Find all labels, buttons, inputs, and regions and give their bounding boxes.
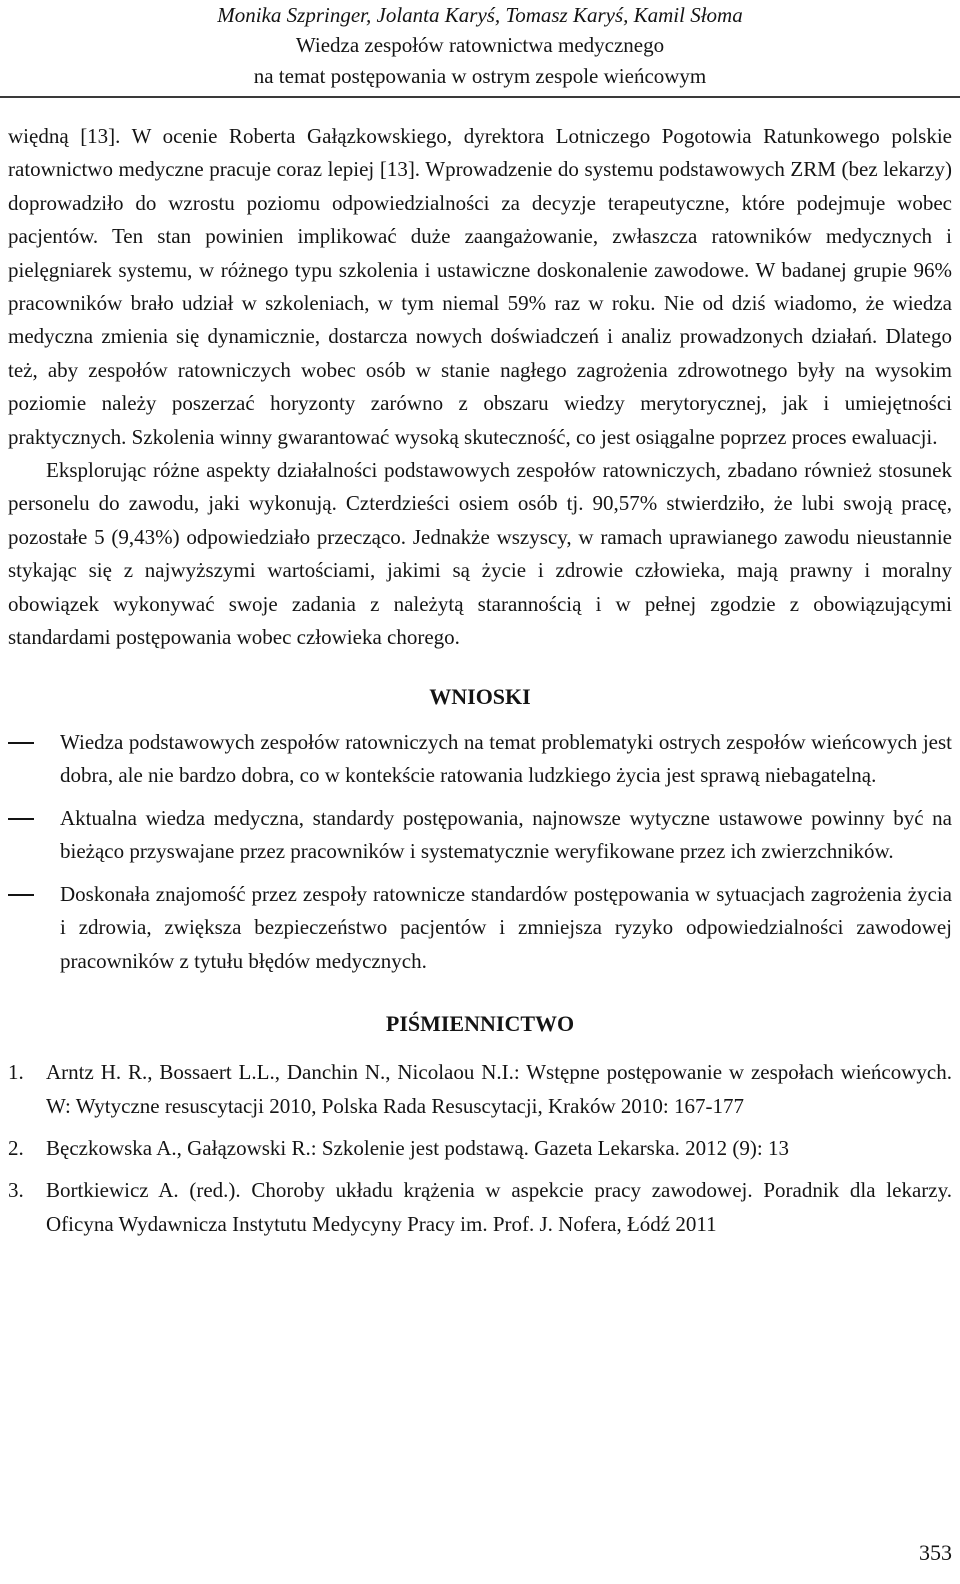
dash-bullet-icon xyxy=(8,742,34,744)
conclusions-list xyxy=(8,726,952,979)
reference-text: Arntz H. R., Bossaert L.L., Danchin N., Nicolaou N.I.: Wstępne postępowanie w zespołach wieńcowych. W: Wytyczne resuscytacji 2010, Polska Rada Resuscytacji, Kraków 2010: 167-177 xyxy=(46,1060,952,1118)
conclusion-text: Wiedza podstawowych zespołów ratowniczych na temat problematyki ostrych zespołów wieńcowych jest dobra, ale nie bardzo dobra, co w kontekście ratowania ludzkiego życia jest sprawą niebagatelną. xyxy=(60,729,952,787)
page-number: 353 xyxy=(919,1540,952,1565)
conclusion-item xyxy=(8,878,952,979)
body-paragraph-2: Eksplorując różne aspekty działalności podstawowych zespołów ratowniczych, zbadano również stosunek personelu do zawodu, jaki wykonują. Czterdzieści osiem osób tj. 90,57% stwierdziło, że lubi swoją pracę, pozostałe 5 (9,43%) odpowiedziało przecząco. Jednakże wszyscy, w ramach uprawianego zawodu nieustannie stykając się z najwyższymi wartościami, jakimi są życie i zdrowie człowieka, mają prawny i moralny obowiązek wykonywać swoje zadania z należytą starannością i w pełnej zgodzie z obowiązującymi standardami postępowania wobec człowieka chorego. xyxy=(8,458,952,650)
running-header xyxy=(0,0,960,92)
header-title-line-1: Wiedza zespołów ratownictwa medycznego xyxy=(295,33,665,57)
reference-item xyxy=(8,1055,952,1123)
body-paragraph-1: więdną [13]. W ocenie Roberta Gałązkowskiego, dyrektora Lotniczego Pogotowia Ratunkowego polskie ratownictwo medyczne pracuje coraz lepiej [13]. Wprowadzenie do systemu podstawowych ZRM (bez lekarzy) doprowadziło do wzrostu poziomu odpowiedzialności za decyzje terapeutyczne, które podejmuje wobec pacjentów. Ten stan powinien implikować duże zaangażowanie, zwłaszcza ratowników medycznych i pielęgniarek systemu, w różnego typu szkolenia i ustawiczne doskonalenie zawodowe. W badanej grupie 96% pracowników brało udział w szkoleniach, w tym niemal 59% raz w roku. Nie od dziś wiadomo, że wiedza medyczna zmienia się dynamicznie, dostarcza nowych doświadczeń i analiz prowadzonych działań. Dlatego też, aby zespołów ratowniczych wobec osób w stanie nagłego zagrożenia zdrowotnego były na wysokim poziomie należy poszerzać horyzonty zarówno z obszaru wiedzy merytorycznej, jak i umiejętności praktycznych. Szkolenia winny gwarantować wysoką skuteczność, co jest osiągalne poprzez proces ewaluacji. xyxy=(8,124,952,449)
references-list xyxy=(8,1055,952,1241)
reference-text: Bęczkowska A., Gałązowski R.: Szkolenie jest podstawą. Gazeta Lekarska. 2012 (9): 13 xyxy=(46,1136,789,1160)
conclusion-text: Doskonała znajomość przez zespoły ratownicze standardów postępowania w sytuacjach zagrożenia życia i zdrowia, zwiększa bezpieczeństwo pacjentów i zmniejsza ryzyko odpowiedzialności zawodowej pracowników z tytułu błędów medycznych. xyxy=(60,881,952,973)
conclusion-text: Aktualna wiedza medyczna, standardy postępowania, najnowsze wytyczne ustawowe powinny być na bieżąco przyswajane przez pracowników i systematycznie weryfikowane przez ich zwierzchników. xyxy=(60,805,952,863)
dash-bullet-icon xyxy=(8,818,34,820)
conclusion-item xyxy=(8,802,952,869)
page-content xyxy=(8,120,952,1249)
reference-text: Bortkiewicz A. (red.). Choroby układu krążenia w aspekcie pracy zawodowej. Poradnik dla lekarzy. Oficyna Wydawnicza Instytutu Medycyny Pracy im. Prof. J. Nofera, Łódź 2011 xyxy=(46,1178,952,1236)
dash-bullet-icon xyxy=(8,894,34,896)
reference-number: 1. xyxy=(8,1060,24,1084)
header-divider xyxy=(0,96,960,98)
header-authors: Monika Szpringer, Jolanta Karyś, Tomasz Karyś, Kamil Słoma xyxy=(217,3,743,27)
reference-number: 3. xyxy=(8,1178,24,1202)
references-heading: PIŚMIENNICTWO xyxy=(385,1011,575,1036)
conclusion-item xyxy=(8,726,952,793)
reference-number: 2. xyxy=(8,1136,24,1160)
header-title-line-2: na temat postępowania w ostrym zespole wieńcowym xyxy=(253,64,707,88)
conclusions-heading: WNIOSKI xyxy=(429,683,531,709)
reference-item xyxy=(8,1173,952,1241)
reference-item xyxy=(8,1131,952,1165)
